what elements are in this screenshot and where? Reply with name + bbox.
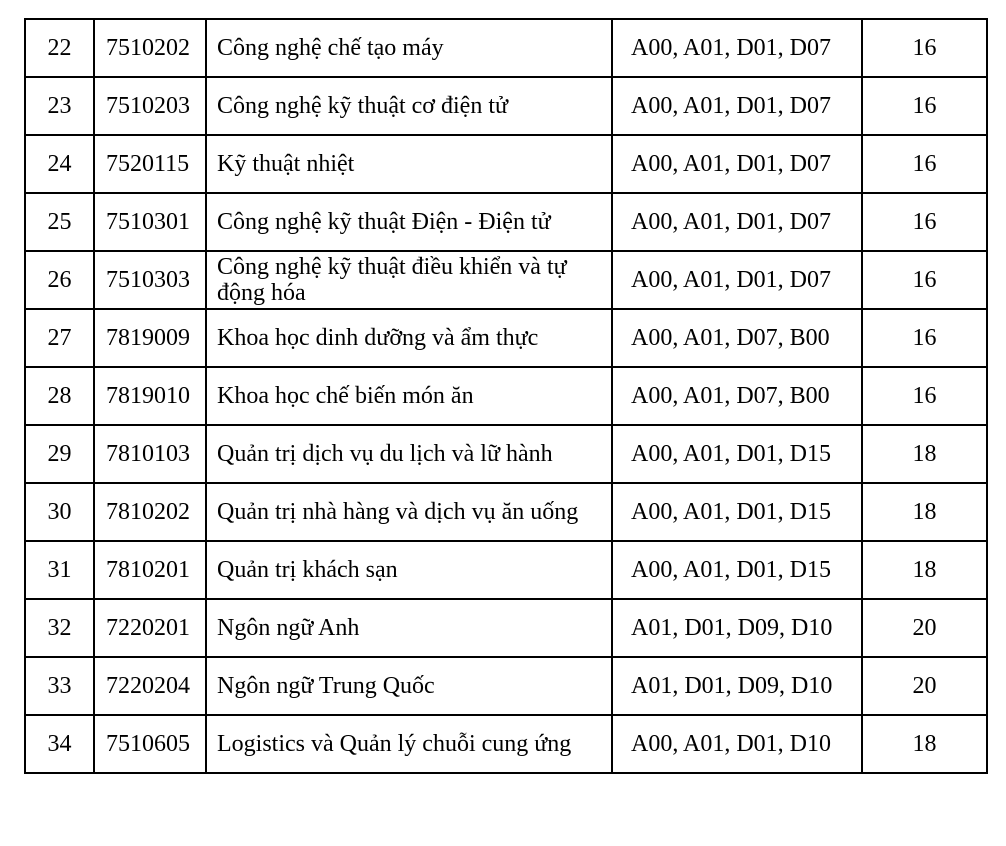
table-row [25,541,987,599]
score: 18 [862,541,987,599]
table-row [25,425,987,483]
row-number: 32 [25,599,94,657]
row-number: 29 [25,425,94,483]
major-code: 7220204 [94,657,206,715]
score: 16 [862,135,987,193]
major-name: Quản trị nhà hàng và dịch vụ ăn uống [206,483,612,541]
row-number: 22 [25,19,94,77]
major-code: 7510301 [94,193,206,251]
row-number: 28 [25,367,94,425]
major-name: Ngôn ngữ Trung Quốc [206,657,612,715]
subject-combination: A00, A01, D07, B00 [612,309,862,367]
major-name: Logistics và Quản lý chuỗi cung ứng [206,715,612,773]
subject-combination: A00, A01, D01, D07 [612,77,862,135]
table-row [25,135,987,193]
major-code: 7220201 [94,599,206,657]
subject-combination: A01, D01, D09, D10 [612,657,862,715]
table-row [25,599,987,657]
major-name: Công nghệ kỹ thuật điều khiển và tự động hóa [206,251,612,309]
major-code: 7510303 [94,251,206,309]
major-name: Quản trị dịch vụ du lịch và lữ hành [206,425,612,483]
subject-combination: A00, A01, D01, D15 [612,425,862,483]
major-name: Ngôn ngữ Anh [206,599,612,657]
score: 16 [862,367,987,425]
major-name: Quản trị khách sạn [206,541,612,599]
major-code: 7510202 [94,19,206,77]
score: 18 [862,483,987,541]
row-number: 31 [25,541,94,599]
table-row [25,77,987,135]
major-name: Công nghệ kỹ thuật cơ điện tử [206,77,612,135]
major-name: Khoa học dinh dưỡng và ẩm thực [206,309,612,367]
subject-combination: A00, A01, D01, D07 [612,19,862,77]
score: 20 [862,599,987,657]
subject-combination: A00, A01, D01, D07 [612,251,862,309]
table-row [25,483,987,541]
row-number: 25 [25,193,94,251]
score: 18 [862,425,987,483]
major-code: 7819009 [94,309,206,367]
score: 16 [862,309,987,367]
row-number: 34 [25,715,94,773]
major-code: 7810201 [94,541,206,599]
subject-combination: A00, A01, D01, D10 [612,715,862,773]
score: 16 [862,251,987,309]
table-row [25,715,987,773]
table-row [25,309,987,367]
score: 16 [862,77,987,135]
row-number: 23 [25,77,94,135]
table-row [25,367,987,425]
score: 20 [862,657,987,715]
row-number: 26 [25,251,94,309]
major-code: 7510605 [94,715,206,773]
row-number: 30 [25,483,94,541]
major-name: Kỹ thuật nhiệt [206,135,612,193]
major-code: 7810202 [94,483,206,541]
major-name: Công nghệ chế tạo máy [206,19,612,77]
major-name: Công nghệ kỹ thuật Điện - Điện tử [206,193,612,251]
major-code: 7510203 [94,77,206,135]
table-row [25,19,987,77]
score: 16 [862,193,987,251]
score: 18 [862,715,987,773]
table-body [25,19,987,773]
subject-combination: A00, A01, D07, B00 [612,367,862,425]
row-number: 27 [25,309,94,367]
subject-combination: A00, A01, D01, D07 [612,193,862,251]
major-code: 7819010 [94,367,206,425]
row-number: 33 [25,657,94,715]
subject-combination: A00, A01, D01, D15 [612,541,862,599]
admission-table [24,18,988,774]
table-row [25,657,987,715]
table-row [25,251,987,309]
subject-combination: A00, A01, D01, D07 [612,135,862,193]
score: 16 [862,19,987,77]
row-number: 24 [25,135,94,193]
table-row [25,193,987,251]
major-name: Khoa học chế biến món ăn [206,367,612,425]
major-code: 7810103 [94,425,206,483]
subject-combination: A01, D01, D09, D10 [612,599,862,657]
subject-combination: A00, A01, D01, D15 [612,483,862,541]
major-code: 7520115 [94,135,206,193]
